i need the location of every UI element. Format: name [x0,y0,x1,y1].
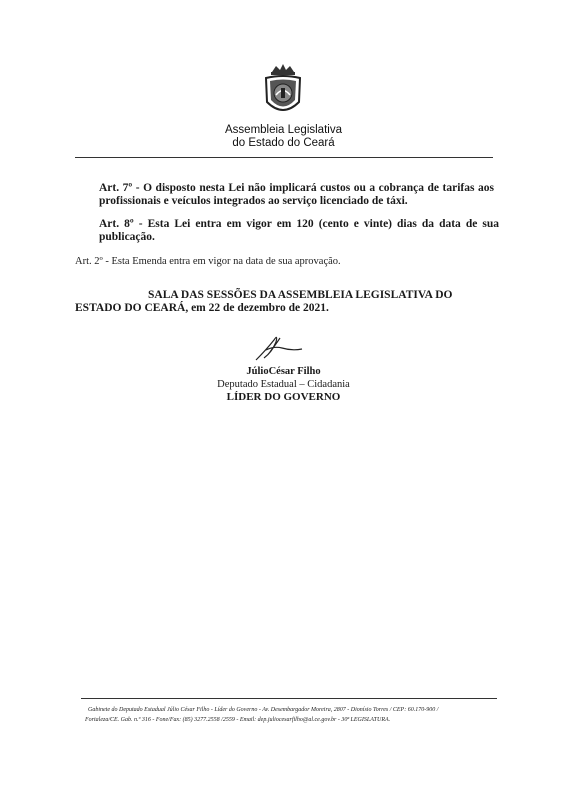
article-7: Art. 7º - O disposto nesta Lei não implicará custos ou a cobrança de tarifas aos profissionais e veículos integrados ao serviço licenciado de táxi. [99,182,494,207]
article-2: Art. 2º - Esta Emenda entra em vigor na data de sua aprovação. [75,256,341,267]
footer-divider [81,698,497,699]
footer-line2: Fortaleza/CE. Gab. n.º 316 - Fone/Fax: (85) 3277.2558 /2559 - Email: dep.juliocesarfilho@al.ce.gov.br - 30ª LEGISLATURA. [85,717,391,723]
article-8: Art. 8º - Esta Lei entra em vigor em 120 (cento e vinte) dias da data de sua publicação. [99,218,499,243]
session-closing: SALA DAS SESSÕES DA ASSEMBLEIA LEGISLATIVA DO ESTADO DO CEARÁ, em 22 de dezembro de 2021. [75,289,453,314]
org-name-line1: Assembleia Legislativa [225,124,342,136]
signature-icon [252,332,306,362]
signer-title: LÍDER DO GOVERNO [226,391,341,403]
signer-name: JúlioCésar Filho [246,366,321,377]
footer-line1: Gabinete do Deputado Estadual Júlio César Filho - Líder do Governo - Av. Desembargador Moreira, 2807 - Dionísio Torres / CEP: 60.170-900 / [88,707,439,713]
org-name-line2: do Estado do Ceará [232,137,335,149]
signer-role: Deputado Estadual – Cidadania [217,379,350,390]
coat-of-arms-icon [262,62,304,120]
header-divider [75,157,493,158]
